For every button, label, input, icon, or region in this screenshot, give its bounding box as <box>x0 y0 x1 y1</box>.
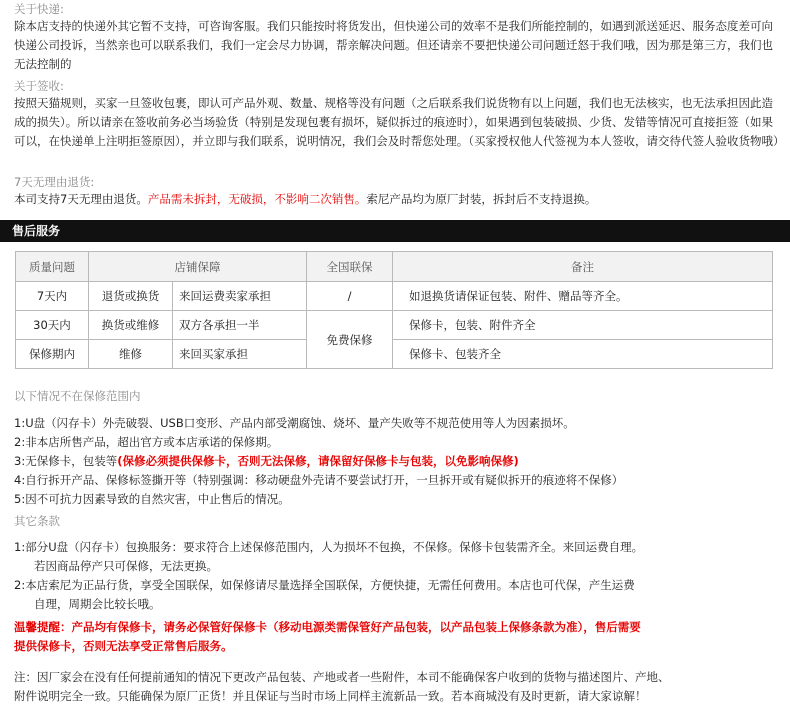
list-item <box>14 538 784 557</box>
row-service: 退货或换货 <box>89 282 173 311</box>
list-item <box>14 471 784 490</box>
item-text: U盘（闪存卡）外壳破裂、USB口变形、产品内部受潮腐蚀、烧坏、量产失败等不规范使用等人为因素损坏。 <box>25 416 575 430</box>
item-text: 自行拆开产品、保修标签撕开等（特别强调：移动硬盘外壳请不要尝试打开，一旦拆开或有疑似拆开的痕迹将不保修） <box>25 473 624 487</box>
return-section <box>14 175 784 209</box>
table-row <box>16 340 773 369</box>
row-note: 如退换货请保证包装、附件、赠品等齐全。 <box>393 282 773 311</box>
item-number: 4: <box>14 473 26 487</box>
header-note: 备注 <box>393 252 773 282</box>
row-cost: 双方各承担一半 <box>173 311 307 340</box>
list-item-continued: 若因商品停产只可保修，无法更换。 <box>34 559 218 573</box>
item-number: 2: <box>14 578 26 592</box>
row-period: 7天内 <box>16 282 89 311</box>
return-text-suffix: 索尼产品均为原厂封装，拆封后不支持退换。 <box>366 192 597 206</box>
exclusions-section <box>14 389 784 509</box>
list-item <box>14 576 784 595</box>
list-item <box>14 490 784 509</box>
header-store: 店铺保障 <box>89 252 307 282</box>
footer-note-line: 注：因厂家会在没有任何提前通知的情况下更改产品包装、产地或者一些附件，本司不能确保客户收到的货物与描述图片、产地、 <box>14 670 670 684</box>
row-service: 维修 <box>89 340 173 369</box>
item-text: 因不可抗力因素导致的自然灾害，中止售后的情况。 <box>25 492 290 506</box>
return-text <box>14 190 784 209</box>
warm-tip-line: 温馨提醒：产品均有保修卡，请务必保管好保修卡（移动电源类需保管好产品包装，以产品包装上保修条款为准），售后需要 <box>14 620 641 634</box>
row-service: 换货或维修 <box>89 311 173 340</box>
item-text: 部分U盘（闪存卡）包换服务：要求符合上述保修范围内，人为损坏不包换，不保修。保修卡包装需齐全。来回运费自理。 <box>25 540 644 554</box>
other-title: 其它条款 <box>14 514 60 528</box>
row-warranty: / <box>307 282 393 311</box>
item-number: 1: <box>14 416 26 430</box>
list-item-continued: 自理，周期会比较长哦。 <box>34 597 161 611</box>
delivery-title: 关于快递: <box>14 2 64 16</box>
table-row <box>16 311 773 340</box>
delivery-section <box>14 2 784 74</box>
row-note: 保修卡、包装齐全 <box>393 340 773 369</box>
warm-tip <box>14 618 784 656</box>
table-header-row <box>16 252 773 282</box>
item-number: 5: <box>14 492 26 506</box>
list-item <box>14 452 784 471</box>
return-text-prefix: 本司支持7天无理由退货。 <box>14 192 148 206</box>
item-text-red: (保修必须提供保修卡，否则无法保修，请保留好保修卡与包装，以免影响保修) <box>117 454 519 468</box>
row-warranty: 免费保修 <box>307 311 393 369</box>
after-sales-table <box>15 251 773 369</box>
return-text-red: 产品需未拆封，无破损，不影响二次销售。 <box>147 192 367 206</box>
signing-text: 按照天猫规则，买家一旦签收包裹，即认可产品外观、数量、规格等没有问题（之后联系我们说货物有以上问题，我们也无法核实，也无法承担因此造成的损失）。所以请亲在签收前务必当场验货（特别是发现包裹有损坏，疑似拆过的痕迹时），如果遇到包装破损、少货、发错等情况可直接拒签（如果可以，在快递单上注明拒签原因），并立即与我们联系，说明情况，我们会及时帮您处理。（买家授权他人代签视为本人签收，请交待代签人验收货物哦） <box>14 96 785 148</box>
item-text: 非本店所售产品，超出官方或本店承诺的保修期。 <box>25 435 279 449</box>
list-item <box>14 414 784 433</box>
item-number: 3: <box>14 454 26 468</box>
header-quality: 质量问题 <box>16 252 89 282</box>
return-title: 7天无理由退货: <box>14 175 95 189</box>
warm-tip-line: 提供保修卡，否则无法享受正常售后服务。 <box>14 639 233 653</box>
list-item <box>14 433 784 452</box>
item-number: 2: <box>14 435 26 449</box>
header-warranty: 全国联保 <box>307 252 393 282</box>
row-note: 保修卡，包装、附件齐全 <box>393 311 773 340</box>
row-cost: 来回买家承担 <box>173 340 307 369</box>
item-text: 本店索尼为正品行货，享受全国联保，如保修请尽量选择全国联保，方便快捷，无需任何费用。本店也可代保，产生运费 <box>25 578 635 592</box>
item-number: 1: <box>14 540 26 554</box>
footer-note <box>14 668 784 706</box>
signing-section <box>14 79 784 151</box>
other-section <box>14 514 784 614</box>
row-cost: 来回运费卖家承担 <box>173 282 307 311</box>
footer-note-line: 附件说明完全一致。只能确保为原厂正货！并且保证与当时市场上同样主流新品一致。若本商城没有及时更新，请大家谅解！ <box>14 689 647 703</box>
exclusions-title: 以下情况不在保修范围内 <box>14 389 141 403</box>
table-row <box>16 282 773 311</box>
after-sales-header: 售后服务 <box>0 220 790 242</box>
row-period: 保修期内 <box>16 340 89 369</box>
signing-title: 关于签收: <box>14 79 64 93</box>
item-text: 无保修卡，包装等 <box>25 454 118 468</box>
delivery-text: 除本店支持的快递外其它暂不支持，可咨询客服。我们只能按时将货发出，但快递公司的效率不是我们所能控制的，如遇到派送延迟、服务态度差可向快递公司投诉，当然亲也可以联系我们，我们一定会尽力协调，帮亲解决问题。但还请亲不要把快递公司问题迁怒于我们哦，因为那是第三方，我们也无法控制的 <box>14 19 773 71</box>
row-period: 30天内 <box>16 311 89 340</box>
